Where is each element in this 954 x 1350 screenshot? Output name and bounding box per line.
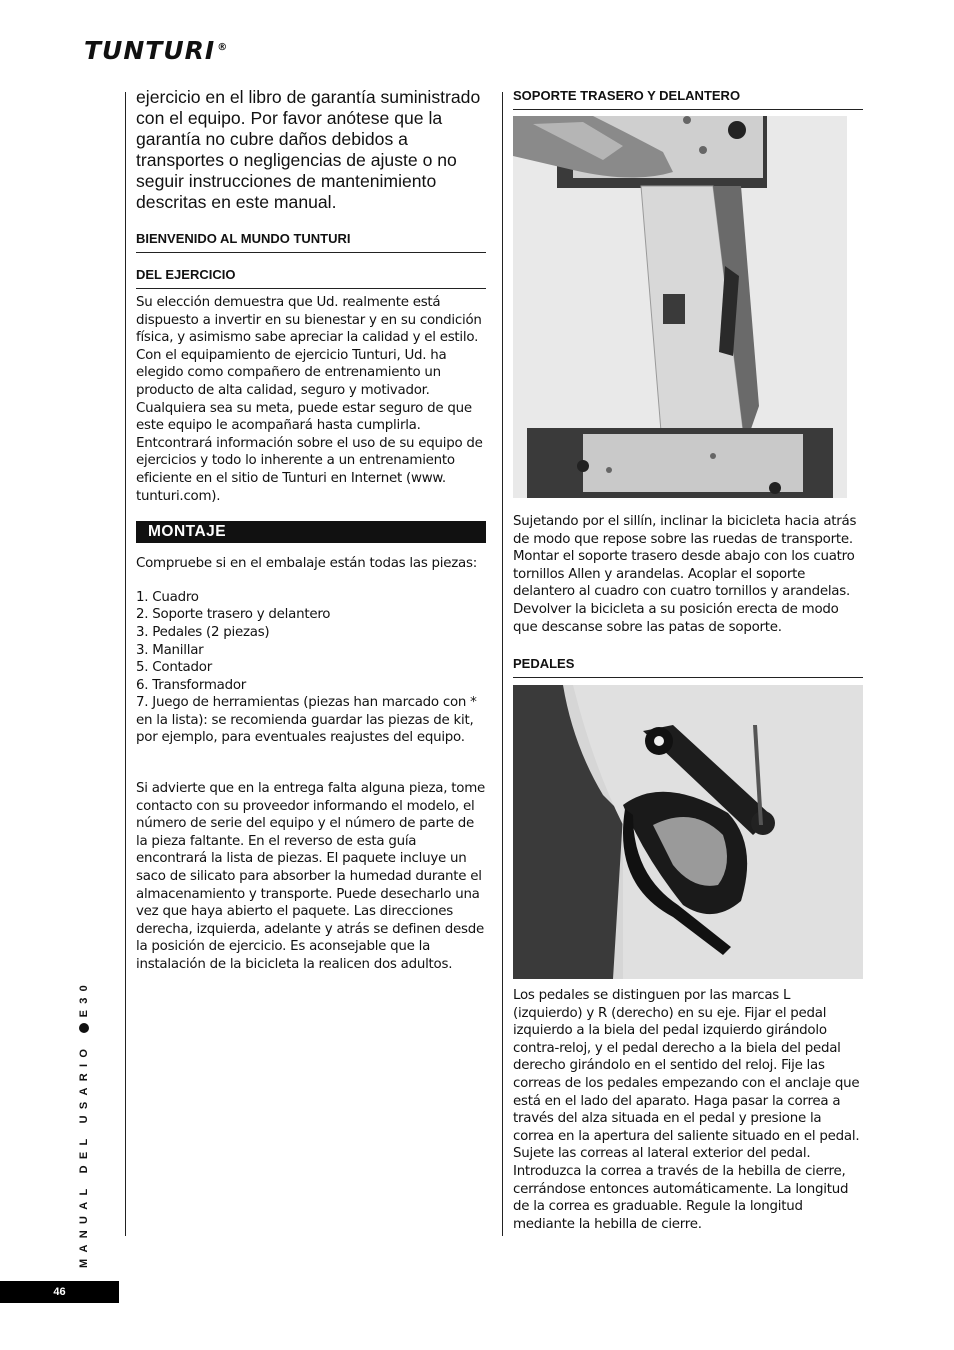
stand-installation-photo — [513, 116, 847, 498]
center-column-rule — [502, 92, 503, 1236]
list-item: 1. Cuadro — [136, 589, 199, 605]
heading-exercise: DEL EJERCICIO — [136, 267, 486, 289]
section-montaje: MONTAJE — [136, 521, 486, 543]
manual-title: MANUAL DEL USARIO — [78, 1042, 90, 1268]
list-item: 6. Transformador — [136, 677, 247, 693]
heading-pedales: PEDALES — [513, 656, 863, 678]
model-name: E30 — [78, 978, 90, 1018]
right-column — [513, 88, 863, 110]
list-item: 3. Manillar — [136, 642, 204, 658]
missing-parts-paragraph: Si advierte que en la entrega falta alguna pieza, tome contacto con su proveedor informando el modelo, el número de serie del equipo y el número de parte de la pieza faltante. En el reverso de esta guía encontrará la lista de piezas. El paquete incluye un saco de silicato para absorber la humedad durante el almacenamiento y transporte. Puede desecharlo una vez que haya abierto el paquete. Las direcciones derecha, izquierda, adelante y atrás se definen desde la posición de ejercicio. Es aconsejable que la instalación de la bicicleta la realicen dos adultos. — [136, 781, 485, 972]
registered-mark: ® — [217, 41, 229, 53]
list-item: 7. Juego de herramientas (piezas han marcado con * en la lista): se recomienda guardar las piezas de kit, por ejemplo, para eventuales reajustes del equipo. — [136, 695, 477, 746]
stand-illustration — [513, 116, 847, 498]
parts-list — [136, 589, 486, 747]
heading-soporte: SOPORTE TRASERO Y DELANTERO — [513, 88, 863, 110]
check-parts-text: Compruebe si en el embalaje están todas las piezas: — [136, 556, 477, 572]
heading-welcome: BIENVENIDO AL MUNDO TUNTURI — [136, 231, 486, 253]
left-column-rule — [125, 92, 126, 1236]
side-manual-label — [78, 979, 90, 1268]
right-column-bottom — [513, 987, 863, 1233]
welcome-paragraph: Su elección demuestra que Ud. realmente está dispuesto a invertir en su bienestar y en su condición física, y asimismo sabe apreciar la calidad y el estilo. Con el equipamiento de ejercicio Tunturi, Ud. ha elegido como compañero de entrenamiento un producto de alta calidad, seguro y motivador. Cualquiera sea su meta, puede estar seguro de que este equipo le acompañará hasta cumplirla. Entcontrará información sobre el uso de su equipo de ejercicios y todo lo inherente a un entrenamiento eficiente en el sitio de Tunturi en Internet (www. tunturi.com). — [136, 295, 483, 504]
list-item: 3. Pedales (2 piezas) — [136, 624, 270, 640]
pedal-illustration — [513, 685, 863, 979]
list-item: 2. Soporte trasero y delantero — [136, 607, 331, 623]
page-number: 46 — [0, 1281, 119, 1303]
intro-paragraph: ejercicio en el libro de garantía suministrado con el equipo. Por favor anótese que la garantía no cubre daños debidos a transportes o negligencias de ajuste o no seguir instrucciones de mantenimiento descritas en este manual. — [136, 87, 481, 212]
pedal-instructions: Los pedales se distinguen por las marcas L (izquierdo) y R (derecho) en su eje. Fijar el pedal izquierdo a la biela del pedal izquierdo girándolo contra-reloj, y el pedal derecho a la biela del pedal derecho girándolo en el sentido del reloj. Fije las correas de los pedales empezando con el anclaje que está en el lado del aparato. Haga pasar la correa a través del alza situada en el pedal y presione la correa en la apertura del saliente situado en el pedal. Sujete las correas al lateral exterior del pedal. Introduzca la correa a través de la hebilla de cierre, cerrándose entonces automáticamente. La longitud de la correa es graduable. Regule la longitud mediante la hebilla de cierre. — [513, 988, 860, 1232]
list-item: 5. Contador — [136, 660, 212, 676]
pedal-installation-photo — [513, 685, 863, 979]
right-column-mid — [513, 513, 863, 678]
stand-instructions: Sujetando por el sillín, inclinar la bicicleta hacia atrás de modo que repose sobre las ruedas de transporte. Montar el soporte trasero desde abajo con los cuatro tornillos Allen y arandelas. Acoplar el soporte delantero al cuadro con cuatro tornillos y arandelas. Devolver la bicicleta a su posición erecta de modo que descanse sobre las patas de soporte. — [513, 514, 857, 635]
brand-name: TUNTURI — [84, 36, 216, 65]
bullet-dot-icon — [79, 1023, 89, 1033]
left-column — [136, 87, 486, 974]
tunturi-logo — [84, 36, 228, 65]
